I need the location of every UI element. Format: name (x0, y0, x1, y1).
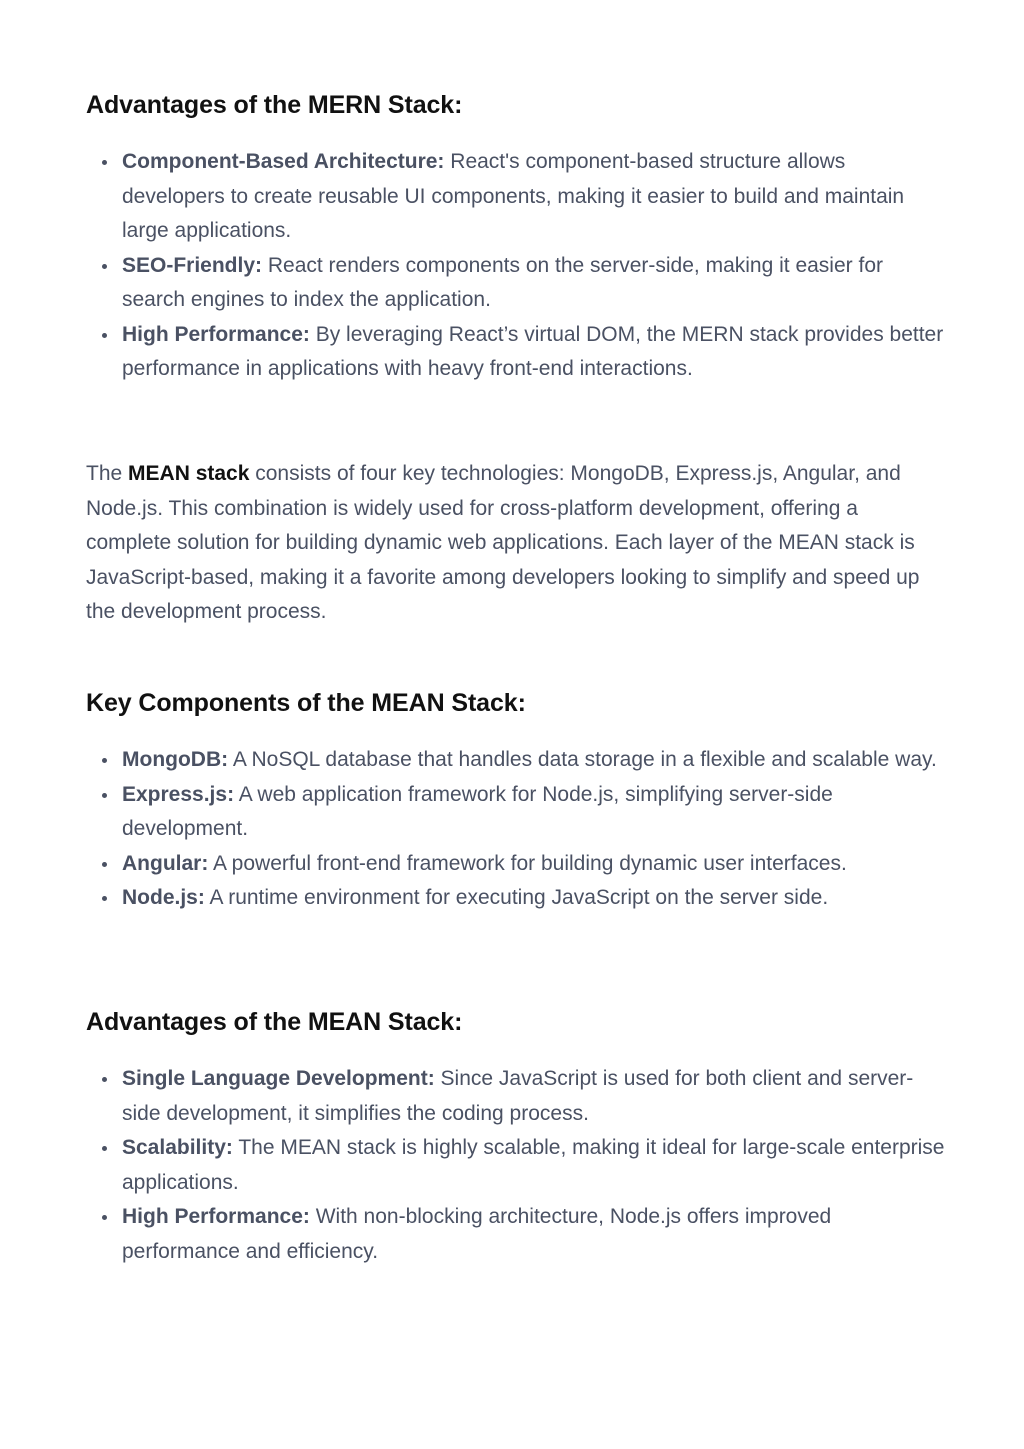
list-item-term: High Performance: (122, 1205, 310, 1228)
list-item (86, 847, 946, 882)
list-item-text: A runtime environment for executing JavaScript on the server side. (204, 886, 829, 909)
mean-components-list (86, 743, 946, 916)
list-item (86, 778, 946, 847)
list-item-text: A NoSQL database that handles data storage in a flexible and scalable way. (228, 748, 937, 771)
list-item-text: Since JavaScript is used for both client and server-side development, it simplifies the coding process. (122, 1067, 914, 1125)
list-item (86, 743, 946, 778)
mean-stack-highlight: MEAN stack (128, 462, 250, 485)
list-item-term: Single Language Development: (122, 1067, 435, 1090)
list-item (86, 318, 946, 387)
list-item-term: MongoDB: (122, 748, 229, 771)
mean-intro-paragraph (86, 457, 946, 630)
list-item-term: Node.js: (122, 886, 205, 909)
list-item (86, 1062, 946, 1131)
list-item (86, 249, 946, 318)
mean-advantages-list (86, 1062, 946, 1269)
list-item-term: Express.js: (122, 782, 235, 806)
list-item-text: By leveraging React’s virtual DOM, the MERN stack provides better performance in applications with heavy front-end interactions. (122, 322, 944, 380)
list-item-term: Component-Based Architecture: (122, 150, 445, 173)
mean-intro-body: consists of four key technologies: MongoDB, Express.js, Angular, and Node.js. This combination is widely used for cross-platform development, offering a complete solution for building dynamic web applications. Each layer of the MEAN stack is JavaScript-based, making it a favorite among developers looking to simplify and speed up the development process. (86, 462, 920, 623)
list-item-term: SEO-Friendly: (122, 253, 263, 277)
section-heading-mean-advantages: Advantages of the MEAN Stack: (86, 1008, 463, 1036)
list-item (86, 1200, 946, 1269)
list-item-text: React renders components on the server-side, making it easier for search engines to index the application. (122, 253, 883, 311)
list-item (86, 145, 946, 249)
list-item-term: Angular: (122, 851, 209, 875)
mern-advantages-list (86, 145, 946, 387)
mean-intro-prefix: The (86, 462, 129, 485)
list-item-text: The MEAN stack is highly scalable, making it ideal for large-scale enterprise applications. (122, 1136, 945, 1194)
list-item (86, 881, 946, 916)
list-item-text: React's component-based structure allows developers to create reusable UI components, making it easier to build and maintain large applications. (122, 150, 905, 242)
section-heading-mean-components: Key Components of the MEAN Stack: (86, 689, 526, 717)
section-heading-mern-advantages: Advantages of the MERN Stack: (86, 91, 463, 119)
list-item-text: A web application framework for Node.js, simplifying server-side development. (122, 782, 833, 840)
list-item-term: High Performance: (122, 322, 310, 346)
list-item (86, 1131, 946, 1200)
list-item-text: A powerful front-end framework for building dynamic user interfaces. (208, 851, 847, 875)
list-item-term: Scalability: (122, 1136, 233, 1159)
list-item-text: With non-blocking architecture, Node.js offers improved performance and efficiency. (122, 1205, 832, 1263)
